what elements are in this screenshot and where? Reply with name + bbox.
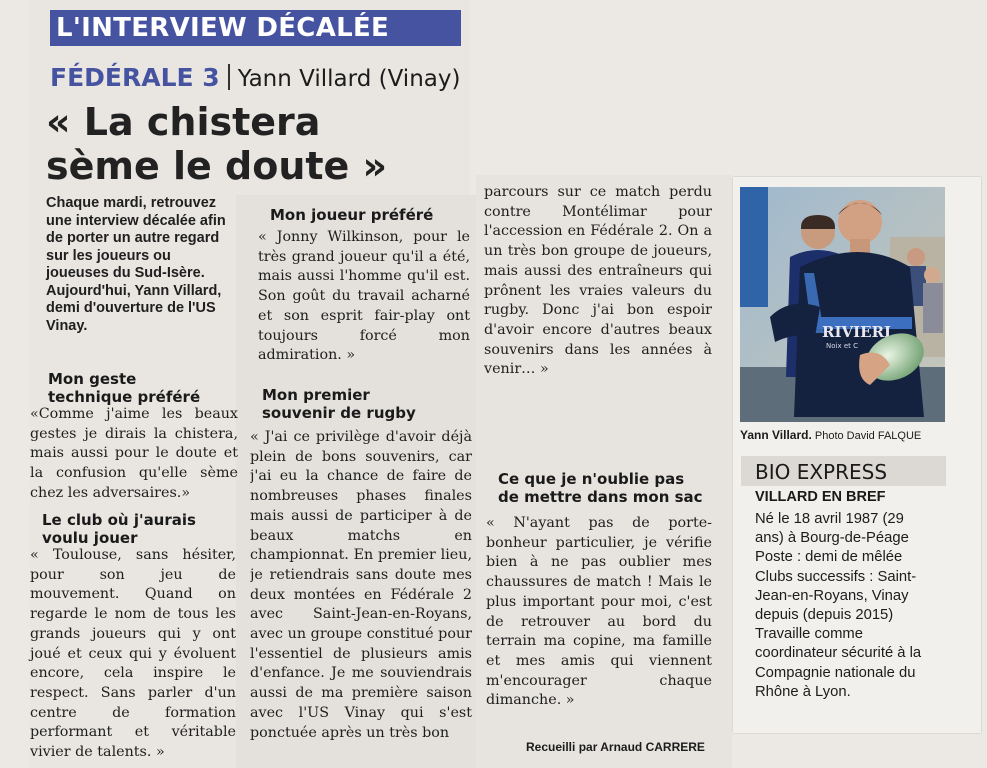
geste-body: «Comme j'aime les beaux gestes je dirais la chistera, mais aussi pour le doute et la confusion qu'elle sème chez les adversaires.» — [30, 406, 238, 501]
caption-name: Yann Villard. — [740, 428, 812, 442]
bio-line: Travaille comme — [755, 626, 863, 643]
sac-title — [498, 470, 703, 506]
joueur-body: « Jonny Wilkinson, pour le très grand joueur qu'il a été, mais aussi l'homme qu'il est. Son goût du travail acharné et son esprit fair-play ont toujours forcé mon admiration. » — [258, 229, 470, 364]
bio-line: Jean-en-Royans, Vinay — [755, 587, 909, 604]
souvenir-title-line-1: Mon premier — [262, 386, 370, 404]
headline — [46, 100, 466, 188]
bio-line: Compagnie nationale du — [755, 664, 916, 681]
intro-text: Chaque mardi, retrouvez une interview décalée afin de porter un autre regard sur les joueurs ou joueuses du Sud-Isère. Aujourd'hui, Yann Villard, demi d'ouverture de l'US Vinay. — [46, 195, 226, 334]
joueur-title: Mon joueur préféré — [270, 206, 434, 224]
jersey-sponsor: RIVIERI — [822, 323, 892, 341]
souvenir-body-part-2: parcours sur ce match perdu contre Montélimar pour l'accession en Fédérale 2. On a un très bon groupe de joueurs, mais aussi des entraîneurs qui prônent les vraies valeurs du rugby. Donc j'ai bon espoir d'avoir encore d'autres beaux souvenirs dans les années à venir… » — [484, 184, 712, 378]
photo-caption — [740, 428, 921, 442]
club-body: « Toulouse, sans hésiter, pour son jeu de mouvement. Quand on regarde le nom de tous les grands joueurs qui y ont joué et ceux qui y évoluent encore, cela inspire le respect. Sans parler d'un centre de formation performant et véritable vivier de talents. » — [30, 547, 236, 761]
sac-title-line-2: de mettre dans mon sac — [498, 488, 703, 506]
geste-title — [48, 370, 200, 406]
bio-line: depuis (depuis 2015) — [755, 607, 894, 624]
club-title-line-2: voulu jouer — [42, 529, 138, 547]
rugby-player-image — [740, 187, 945, 422]
bio-line: coordinateur sécurité à la — [755, 645, 922, 662]
sac-title-line-1: Ce que je n'oublie pas — [498, 470, 685, 488]
caption-credit: Photo David FALQUE — [814, 430, 922, 442]
subject-name: Yann Villard (Vinay) — [237, 66, 461, 92]
geste-title-line-2: technique préféré — [48, 388, 201, 406]
bio-subtitle: VILLARD EN BREF — [755, 489, 886, 505]
bio-text — [755, 510, 965, 702]
bio-line: Poste : demi de mêlée — [755, 549, 903, 566]
headline-line-2: sème le doute » — [46, 144, 388, 188]
souvenir-title-line-2: souvenir de rugby — [262, 404, 416, 422]
club-title — [42, 511, 196, 547]
souvenir-title — [262, 386, 416, 422]
bio-line: Rhône à Lyon. — [755, 683, 851, 700]
bio-line: ans) à Bourg-de-Péage — [755, 530, 909, 547]
section-banner: L'INTERVIEW DÉCALÉE — [50, 10, 461, 46]
bio-line: Clubs successifs : Saint- — [755, 568, 917, 585]
kicker — [50, 62, 460, 95]
jersey-sponsor-sub: Noix et C — [826, 342, 858, 350]
author-credit: Recueilli par Arnaud CARRERE — [526, 740, 705, 754]
player-photo — [740, 187, 945, 422]
kicker-separator — [228, 64, 230, 90]
category-label: FÉDÉRALE 3 — [50, 63, 220, 92]
club-title-line-1: Le club où j'aurais — [42, 511, 196, 529]
bio-line: Né le 18 avril 1987 (29 — [755, 511, 904, 527]
headline-line-1: « La chistera — [46, 100, 321, 144]
souvenir-body-part-1: « J'ai ce privilège d'avoir déjà plein de bons souvenirs, car j'ai eu la chance de faire de nombreuses phases finales mais aussi de participer à de beaux matchs en championnat. En premier lieu, je retiendrais sans doute mes deux montées en Fédérale 2 avec Saint-Jean-en-Royans, avec un groupe constitué pour l'essentiel de plusieurs amis d'enfance. Je me souviendrais aussi de ma première saison avec l'US Vinay qui s'est ponctuée après un très bon — [250, 429, 472, 741]
geste-title-line-1: Mon geste — [48, 370, 137, 388]
bio-title: BIO EXPRESS — [755, 460, 888, 484]
sac-body: « N'ayant pas de porte-bonheur particulier, je vérifie bien à ne pas oublier mes chaussures de match ! Mais le plus important pour moi, c'est de retrouver au bord du terrain ma copine, ma famille et mes amis qui viennent m'encourager chaque dimanche. » — [486, 515, 712, 709]
